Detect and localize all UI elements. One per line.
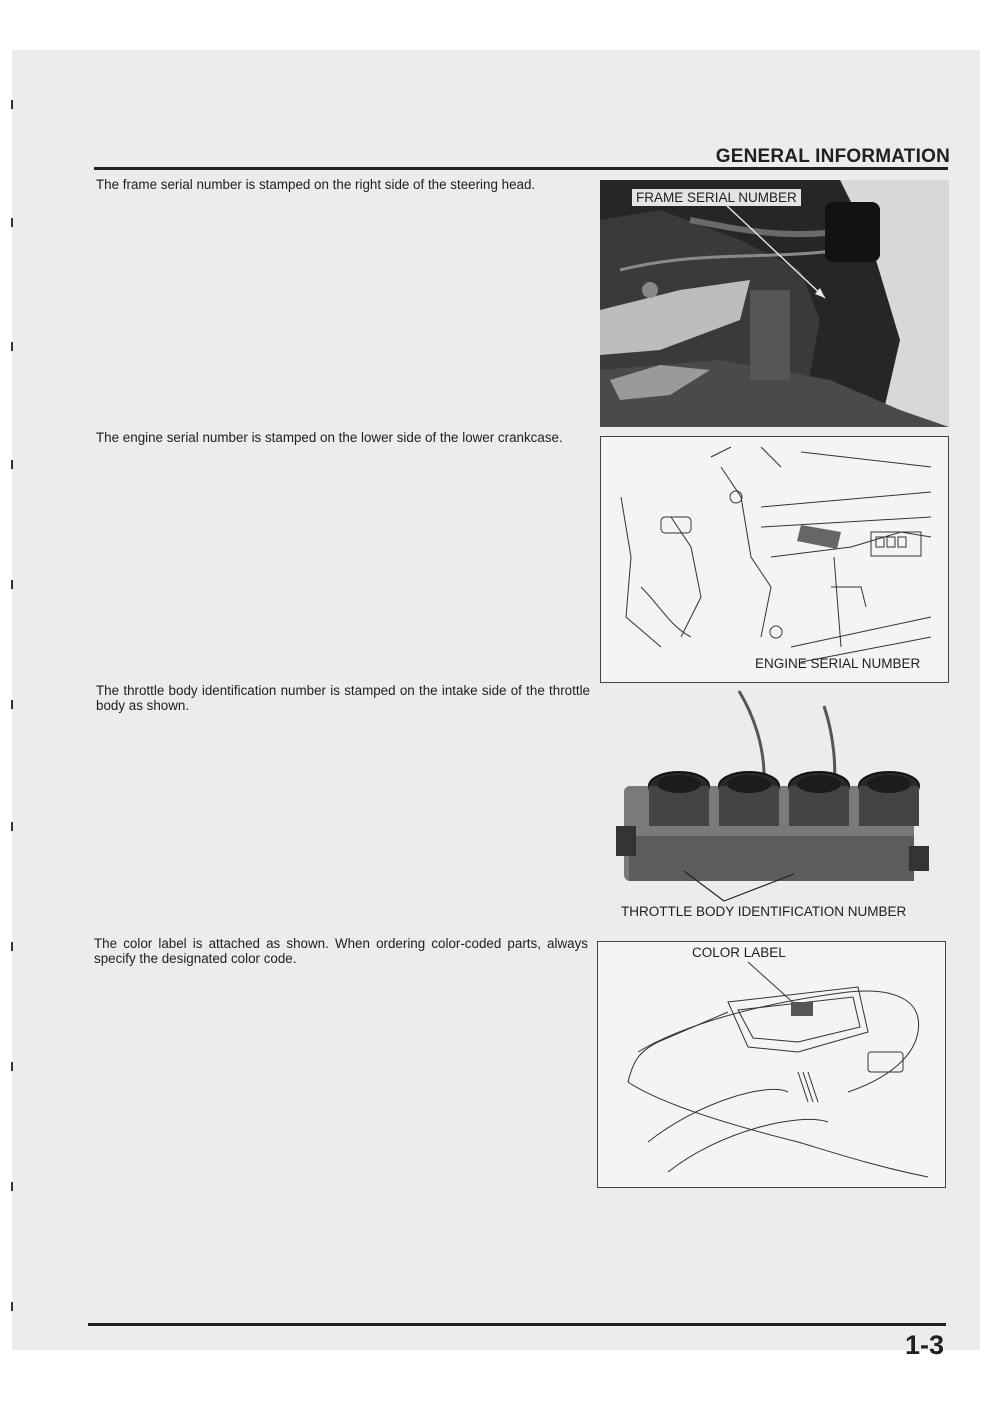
binder-mark: [11, 822, 13, 831]
engine-serial-text: The engine serial number is stamped on the lower side of the lower crankcase.: [96, 430, 563, 445]
color-label-label: COLOR LABEL: [692, 945, 786, 960]
frame-serial-photo: [600, 180, 949, 427]
binder-mark: [11, 1182, 13, 1191]
throttle-body-text: The throttle body identification number is stamped on the intake side of the throttle body as shown.: [96, 683, 590, 713]
binder-mark: [11, 100, 13, 109]
frame-serial-text: The frame serial number is stamped on the right side of the steering head.: [96, 177, 536, 192]
engine-serial-drawing: [600, 436, 949, 683]
binder-mark: [11, 342, 13, 351]
throttle-body-label: THROTTLE BODY IDENTIFICATION NUMBER: [621, 904, 907, 919]
binder-mark: [11, 1062, 13, 1071]
color-label-text: The color label is attached as shown. When ordering color-coded parts, always specify the designated color code.: [94, 936, 588, 966]
section-title: GENERAL INFORMATION: [715, 146, 950, 167]
color-label-drawing: [597, 941, 946, 1188]
binder-mark: [11, 1302, 13, 1311]
binder-mark: [11, 460, 13, 469]
footer-rule: [88, 1323, 946, 1326]
binder-mark: [11, 942, 13, 951]
throttle-body-photo: [604, 686, 948, 928]
binder-mark: [11, 218, 13, 227]
binder-mark: [11, 580, 13, 589]
binder-mark: [11, 700, 13, 709]
header-rule: [94, 167, 948, 170]
engine-serial-label: ENGINE SERIAL NUMBER: [755, 656, 921, 671]
frame-serial-label: FRAME SERIAL NUMBER: [632, 189, 801, 206]
page-number: 1-3: [904, 1330, 944, 1360]
